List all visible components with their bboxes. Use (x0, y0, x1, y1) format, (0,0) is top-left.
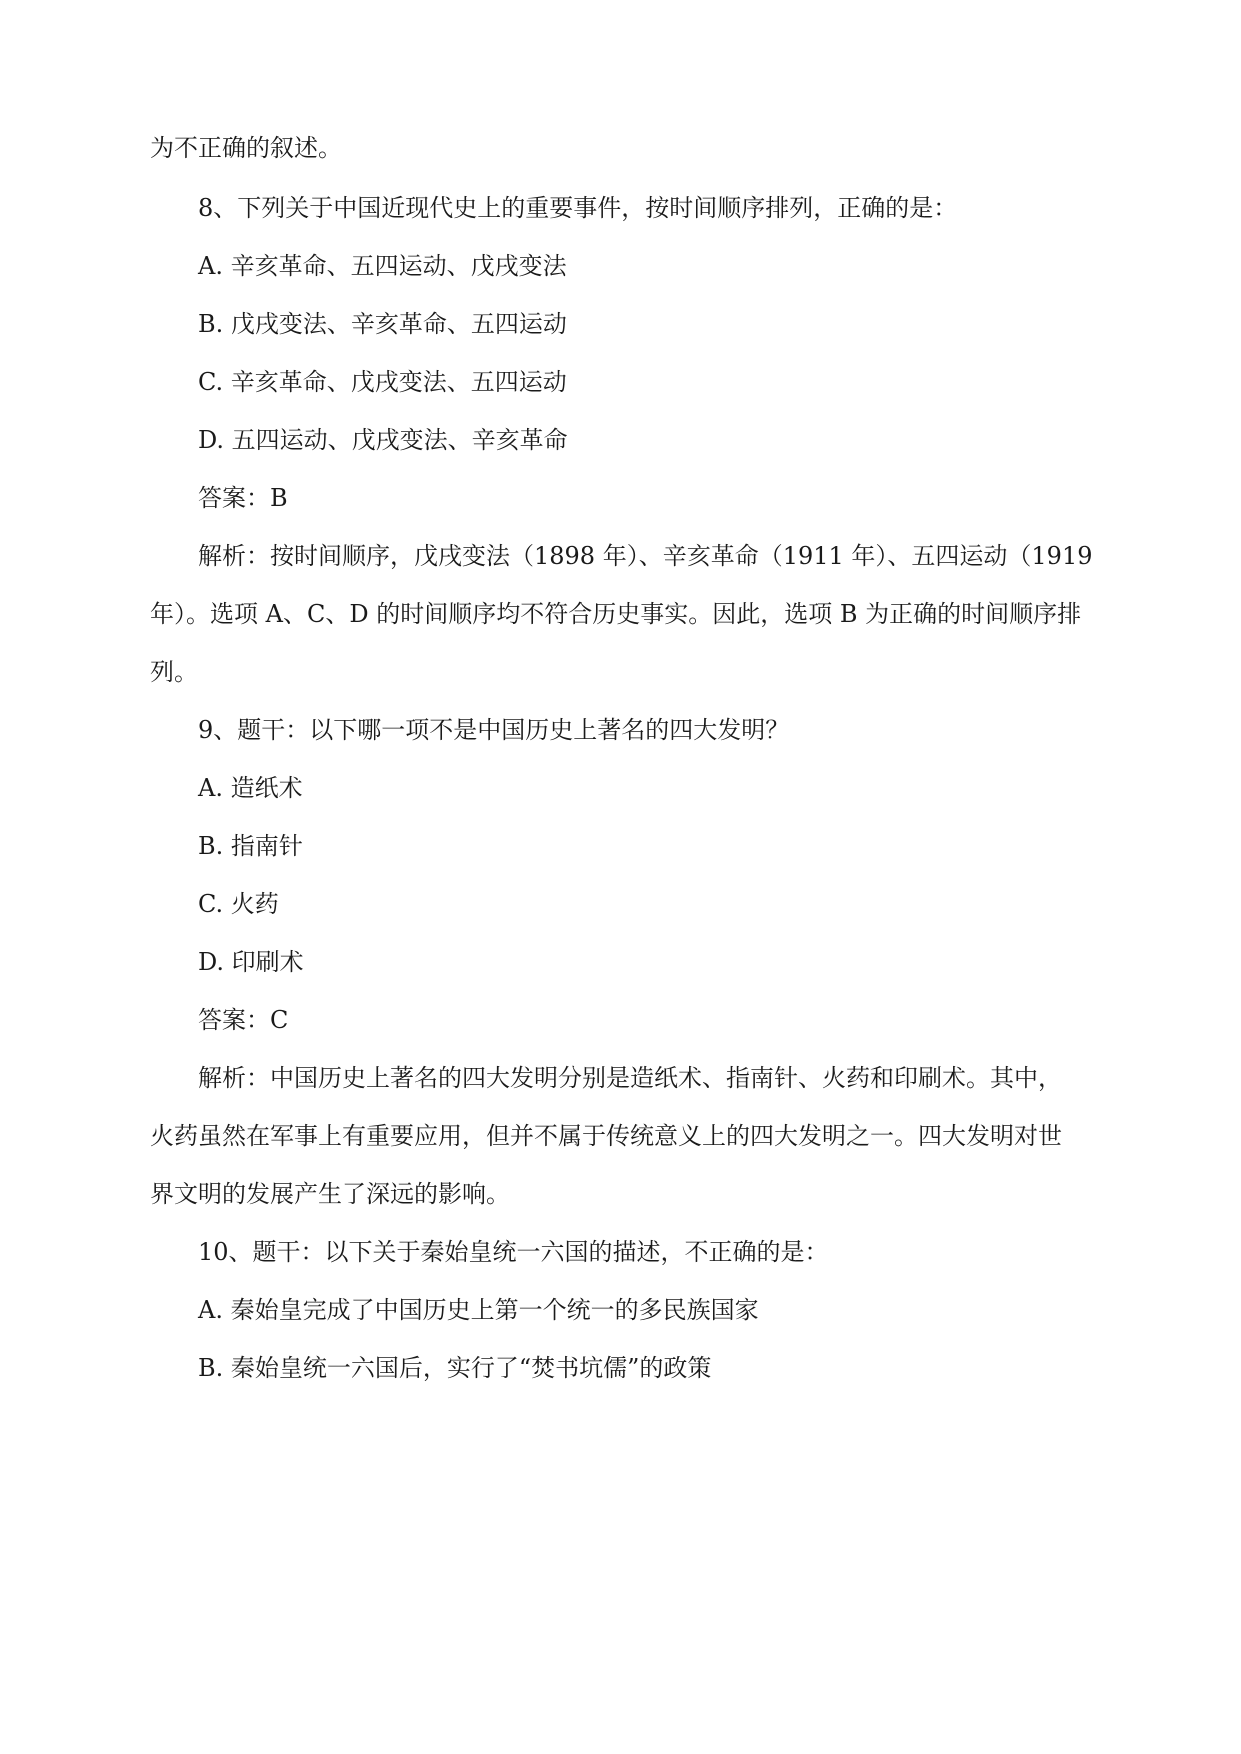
continuation-text: 为不正确的叙述。 (150, 134, 342, 162)
question-8-analysis-line-1: 解析：按时间顺序，戊戌变法（1898 年）、辛亥革命（1911 年）、五四运动（1919 (198, 542, 1093, 570)
question-8-analysis-line-3: 列。 (150, 658, 198, 686)
question-8-option-a: A. 辛亥革命、五四运动、戊戌变法 (198, 252, 567, 280)
question-8-option-c: C. 辛亥革命、戊戌变法、五四运动 (198, 368, 567, 396)
question-8-answer: 答案：B (198, 484, 288, 512)
question-9-option-c: C. 火药 (198, 890, 279, 918)
question-8-stem: 8、下列关于中国近现代史上的重要事件，按时间顺序排列，正确的是： (198, 194, 958, 222)
question-10-stem: 10、题干：以下关于秦始皇统一六国的描述，不正确的是： (198, 1238, 829, 1266)
question-8-option-b: B. 戊戌变法、辛亥革命、五四运动 (198, 310, 567, 338)
question-9-stem: 9、题干：以下哪一项不是中国历史上著名的四大发明？ (198, 716, 790, 744)
question-10-option-a: A. 秦始皇完成了中国历史上第一个统一的多民族国家 (198, 1296, 759, 1324)
question-10-option-b: B. 秦始皇统一六国后，实行了“焚书坑儒”的政策 (198, 1354, 712, 1382)
question-9-analysis-line-2: 火药虽然在军事上有重要应用，但并不属于传统意义上的四大发明之一。四大发明对世 (150, 1122, 1062, 1150)
question-9-option-d: D. 印刷术 (198, 948, 304, 976)
question-8-analysis-line-2: 年）。选项 A、C、D 的时间顺序均不符合历史事实。因此，选项 B 为正确的时间顺序排 (150, 600, 1082, 628)
question-9-analysis-line-1: 解析：中国历史上著名的四大发明分别是造纸术、指南针、火药和印刷术。其中， (198, 1064, 1062, 1092)
question-9-answer: 答案：C (198, 1006, 289, 1034)
question-9-analysis-line-3: 界文明的发展产生了深远的影响。 (150, 1180, 510, 1208)
question-9-option-a: A. 造纸术 (198, 774, 303, 802)
question-9-option-b: B. 指南针 (198, 832, 303, 860)
question-8-option-d: D. 五四运动、戊戌变法、辛亥革命 (198, 426, 568, 454)
